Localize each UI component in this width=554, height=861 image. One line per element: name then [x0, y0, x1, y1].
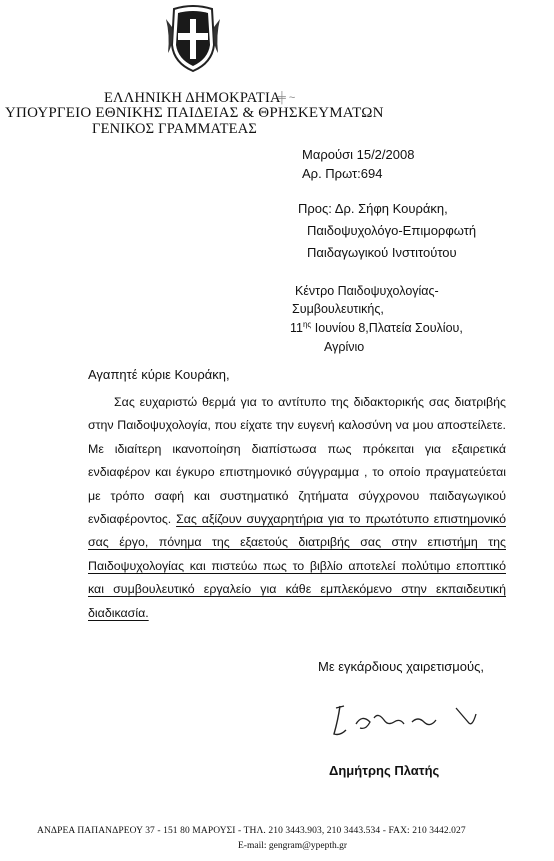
handwritten-mark: ╪ ~ [278, 92, 296, 104]
protocol-number: Αρ. Πρωτ:694 [302, 166, 383, 181]
address-city: Αγρίνιο [324, 340, 365, 354]
address-line-1: Κέντρο Παιδοψυχολογίας- [295, 284, 439, 298]
address-street: Ιουνίου 8,Πλατεία Σουλίου, [311, 321, 463, 336]
footer-email: E-mail: gengram@ypepth.gr [238, 841, 347, 851]
greek-coat-of-arms-icon [164, 5, 222, 73]
letter-body [88, 391, 506, 625]
recipient-name: Προς: Δρ. Σήφη Κουράκη, [298, 201, 448, 216]
recipient-institute: Παιδαγωγικού Ινστιτούτου [307, 245, 457, 260]
handwritten-signature [326, 700, 496, 742]
address-line-3 [290, 320, 463, 335]
address-ordinal: ης [302, 320, 312, 329]
footer-address: ΑΝΔΡΕΑ ΠΑΠΑΝΔΡΕΟΥ 37 - 151 80 ΜΑΡΟΥΣΙ - ΤΗΛ. 210 3443.903, 210 3443.534 - FAX: 210 3442.027 [37, 826, 466, 836]
salutation: Αγαπητέ κύριε Κουράκη, [88, 367, 230, 382]
signer-name: Δημήτρης Πλατής [329, 763, 440, 778]
letterhead-ministry: ΥΠΟΥΡΓΕΙΟ ΕΘΝΙΚΗΣ ΠΑΙΔΕΙΑΣ & ΘΡΗΣΚΕΥΜΑΤΩΝ [5, 105, 384, 121]
body-underlined-text: Σας αξίζουν συγχαρητήρια για το πρωτότυπο επιστημονικό σας έργο, πόνημα της εξαετούς διατριβής σας στην επιστήμη της Παιδοψυχολογίας και πιστεύω πως το βιβλίο αποτελεί πολύτιμο εποπτικό και συμβουλευτικό εργαλείο για κάθε εμπλεκόμενο στην εκπαιδευτική διαδικασία. [88, 512, 506, 620]
address-line-2: Συμβουλευτικής, [292, 302, 384, 316]
address-number: 11 [290, 321, 303, 336]
letter-date: Μαρούσι 15/2/2008 [302, 147, 415, 162]
letterhead-republic: ΕΛΛΗΝΙΚΗ ΔΗΜΟΚΡΑΤΙΑ [104, 90, 281, 106]
closing-line: Με εγκάρδιους χαιρετισμούς, [318, 659, 484, 674]
letterhead-office: ΓΕΝΙΚΟΣ ΓΡΑΜΜΑΤΕΑΣ [92, 121, 258, 137]
recipient-title: Παιδοψυχολόγο-Επιμορφωτή [307, 223, 477, 238]
body-text: Σας ευχαριστώ θερμά για το αντίτυπο της διδακτορικής σας διατριβής στην Παιδοψυχολογία, που είχατε την ευγενή καλοσύνη να μου αποστείλετε. Με ιδιαίτερη ικανοποίηση διαπίστωσα πως πρόκειται για εξαιρετικά ενδιαφέρον και έγκυρο επιστημονικό σύγγραμμα , το οποίο πραγματεύεται με τρόπο σαφή και συστηματικό ζητήματα σύγχρονου παιδαγωγικού ενδιαφέροντος. [88, 395, 506, 527]
